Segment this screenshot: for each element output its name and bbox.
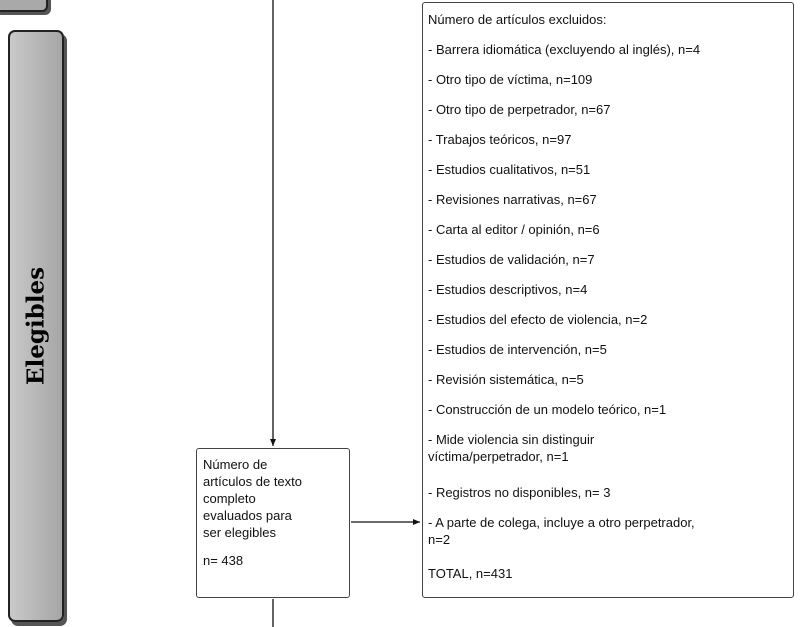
eval-text-line: ser elegibles — [203, 525, 276, 540]
exclusion-item: - Revisión sistemática, n=5 — [428, 372, 584, 387]
exclusion-item: - Estudios descriptivos, n=4 — [428, 282, 588, 297]
excluded-articles-box — [422, 2, 794, 598]
exclusion-item: - Mide violencia sin distinguir — [428, 432, 595, 447]
exclusion-item: - Construcción de un modelo teórico, n=1 — [428, 402, 667, 417]
eval-text-line: artículos de texto — [203, 474, 302, 489]
exclusions-total: TOTAL, n=431 — [428, 566, 513, 581]
exclusion-item-continued: n=2 — [428, 532, 451, 547]
exclusion-item: - Trabajos teóricos, n=97 — [428, 132, 572, 147]
stage-label: Elegibles — [22, 266, 50, 386]
eligibility-eval-box — [196, 448, 350, 598]
exclusion-item: - Estudios de intervención, n=5 — [428, 342, 607, 357]
exclusion-item: - Barrera idiomática (excluyendo al inglés), n=4 — [428, 42, 701, 57]
eval-text-line: evaluados para — [203, 508, 292, 523]
exclusions-title: Número de artículos excluidos: — [428, 12, 607, 27]
eval-text-line: Número de — [203, 457, 268, 472]
exclusion-item: - Carta al editor / opinión, n=6 — [428, 222, 600, 237]
exclusion-item: - A parte de colega, incluye a otro perpetrador, — [428, 515, 695, 530]
exclusion-item: - Estudios cualitativos, n=51 — [428, 162, 591, 177]
eval-count: n= 438 — [203, 553, 244, 568]
exclusion-item: - Registros no disponibles, n= 3 — [428, 485, 611, 500]
eval-text-line: completo — [203, 491, 256, 506]
exclusion-item-continued: víctima/perpetrador, n=1 — [428, 449, 569, 464]
exclusion-item: - Estudios de validación, n=7 — [428, 252, 595, 267]
exclusion-item: - Revisiones narrativas, n=67 — [428, 192, 597, 207]
exclusion-item: - Otro tipo de víctima, n=109 — [428, 72, 593, 87]
exclusion-item: - Otro tipo de perpetrador, n=67 — [428, 102, 611, 117]
exclusion-item: - Estudios del efecto de violencia, n=2 — [428, 312, 648, 327]
